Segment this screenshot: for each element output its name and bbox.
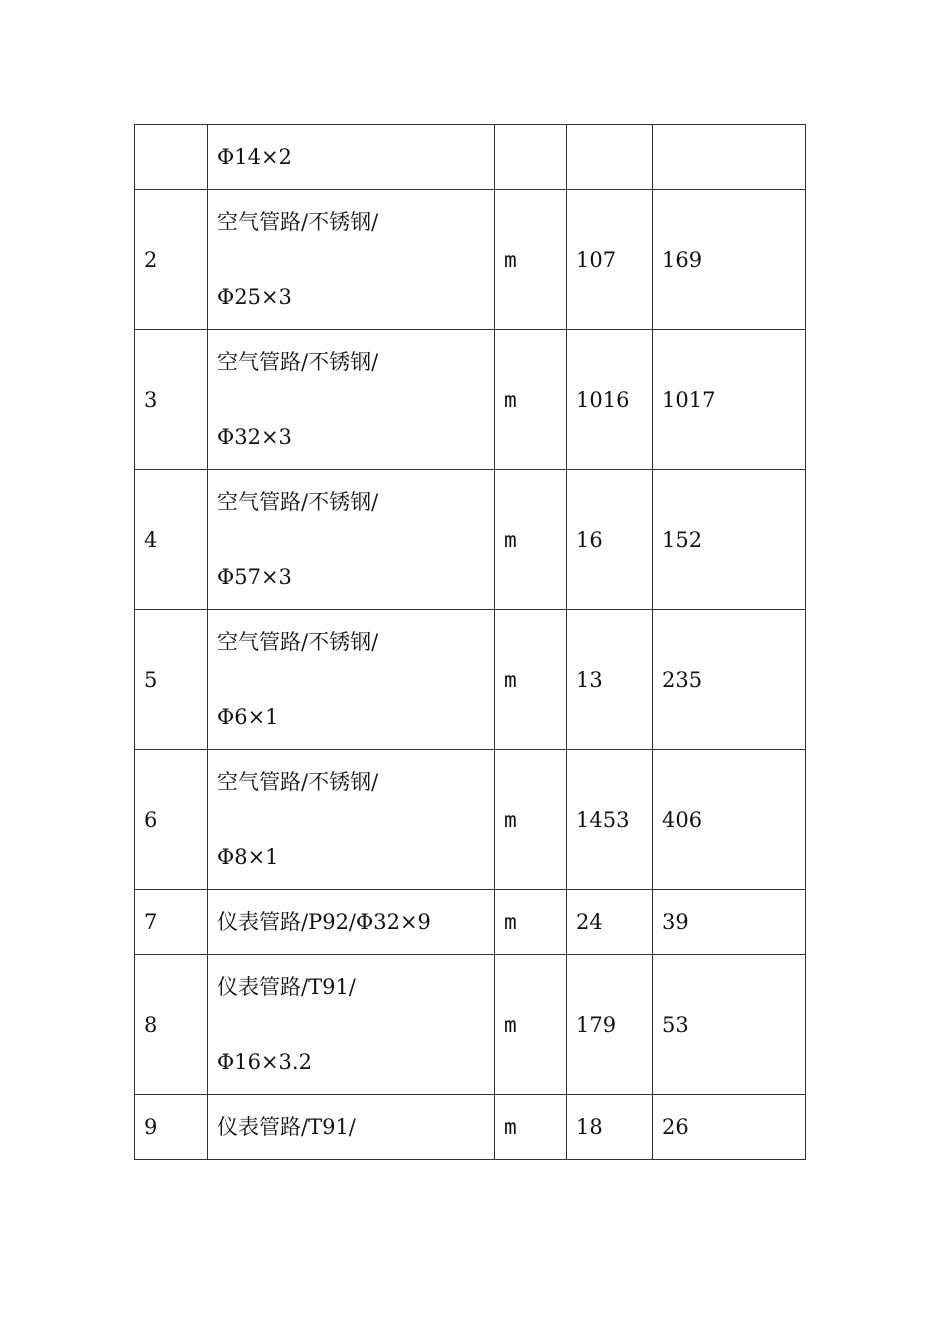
quantity-cell: 13 (567, 610, 653, 750)
quantity-cell: 1016 (567, 330, 653, 470)
table-row (135, 190, 806, 330)
table-row (135, 470, 806, 610)
unit-cell: m (495, 190, 567, 330)
item-spec-line: Φ6×1 (217, 705, 279, 729)
item-name-cell (208, 750, 495, 890)
unit-cell: m (495, 610, 567, 750)
quantity-cell: 235 (653, 610, 806, 750)
item-spec-line: Φ57×3 (217, 565, 292, 589)
row-number-cell: 9 (135, 1095, 208, 1160)
quantity-cell: 107 (567, 190, 653, 330)
row-number-cell: 2 (135, 190, 208, 330)
item-name-cell (208, 470, 495, 610)
quantity-cell: 179 (567, 955, 653, 1095)
row-number-cell: 3 (135, 330, 208, 470)
item-name-cell (208, 610, 495, 750)
item-name-line: Φ14×2 (217, 145, 292, 169)
quantity-cell: 1017 (653, 330, 806, 470)
table-row (135, 955, 806, 1095)
quantity-cell: 24 (567, 890, 653, 955)
unit-cell: m (495, 750, 567, 890)
item-name-line: 空气管路/不锈钢/ (217, 350, 379, 374)
unit-cell: m (495, 330, 567, 470)
quantity-cell (567, 125, 653, 190)
item-spec-line: Φ16×3.2 (217, 1050, 312, 1074)
item-name-line: 空气管路/不锈钢/ (217, 630, 379, 654)
quantity-cell: 169 (653, 190, 806, 330)
table-row (135, 1095, 806, 1160)
item-name-line: 仪表管路/T91/ (217, 1115, 356, 1139)
row-number-cell: 5 (135, 610, 208, 750)
unit-cell: m (495, 1095, 567, 1160)
item-name-line: 仪表管路/P92/Φ32×9 (217, 910, 431, 934)
item-name-cell (208, 890, 495, 955)
table-row (135, 610, 806, 750)
item-name-cell (208, 1095, 495, 1160)
row-number-cell: 6 (135, 750, 208, 890)
item-name-line: 空气管路/不锈钢/ (217, 770, 379, 794)
unit-cell: m (495, 890, 567, 955)
quantity-cell: 16 (567, 470, 653, 610)
item-name-cell (208, 190, 495, 330)
item-spec-line: Φ8×1 (217, 845, 279, 869)
item-name-line: 空气管路/不锈钢/ (217, 210, 379, 234)
item-spec-line: Φ25×3 (217, 285, 292, 309)
pipe-quantity-table (134, 124, 806, 1160)
quantity-cell: 406 (653, 750, 806, 890)
quantity-cell: 1453 (567, 750, 653, 890)
item-name-cell (208, 330, 495, 470)
row-number-cell (135, 125, 208, 190)
item-name-line: 仪表管路/T91/ (217, 975, 356, 999)
table-row (135, 750, 806, 890)
item-name-cell (208, 955, 495, 1095)
quantity-cell (653, 125, 806, 190)
quantity-cell: 18 (567, 1095, 653, 1160)
quantity-cell: 152 (653, 470, 806, 610)
item-spec-line: Φ32×3 (217, 425, 292, 449)
row-number-cell: 7 (135, 890, 208, 955)
item-name-cell (208, 125, 495, 190)
table-row (135, 330, 806, 470)
unit-cell (495, 125, 567, 190)
table-row (135, 125, 806, 190)
row-number-cell: 8 (135, 955, 208, 1095)
quantity-cell: 53 (653, 955, 806, 1095)
unit-cell: m (495, 470, 567, 610)
quantity-cell: 26 (653, 1095, 806, 1160)
item-name-line: 空气管路/不锈钢/ (217, 490, 379, 514)
quantity-cell: 39 (653, 890, 806, 955)
row-number-cell: 4 (135, 470, 208, 610)
table-row (135, 890, 806, 955)
unit-cell: m (495, 955, 567, 1095)
